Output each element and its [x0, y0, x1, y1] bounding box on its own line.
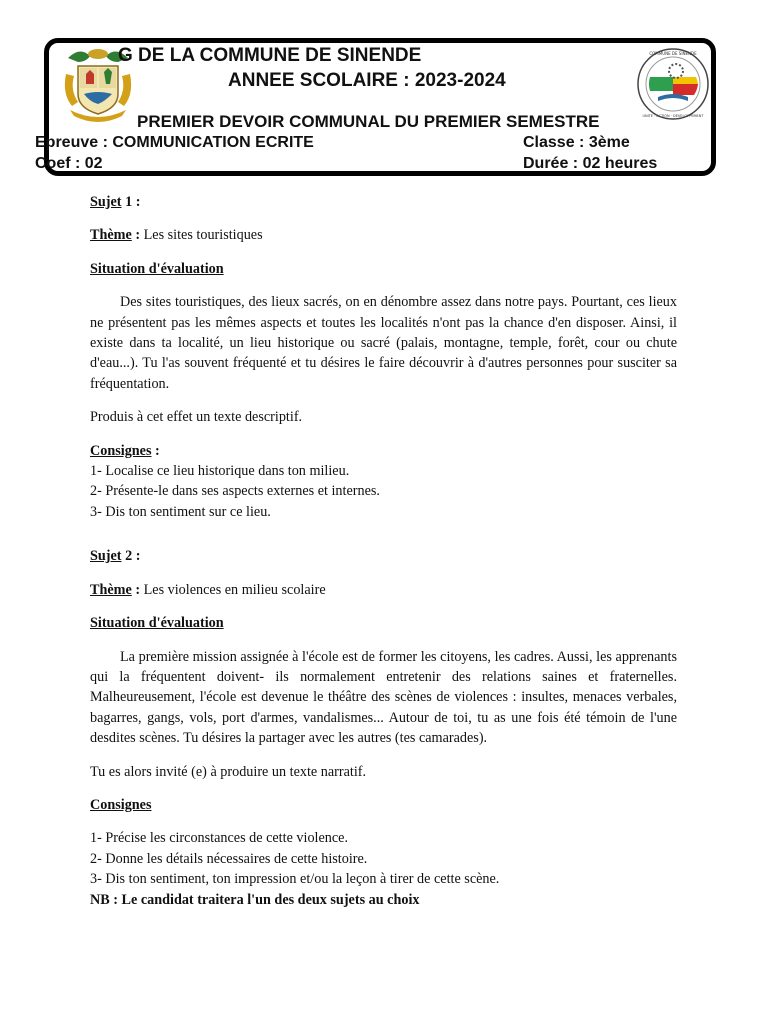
sujet1-label: Sujet	[90, 194, 122, 210]
sujet2-theme-label: Thème	[90, 581, 132, 598]
header-classe: Classe : 3ème	[523, 134, 630, 151]
sujet1-situation-label: Situation d'évaluation	[90, 260, 224, 277]
sujet1-situation-text: Des sites touristiques, des lieux sacrés, on en dénombre assez dans notre pays. Pourtant, ces lieux ne présentent pas les mêmes aspects et toutes les localités n'ont pas la chance d'en disposer. Ainsi, il existe dans ta localité, un lieu historique ou sacré (palais, montagne, temple, forêt, cour ou chute d'eau...). Tu l'as souvent fréquenté et tu désires le faire découvrir à d'autres personnes pour susciter sa fréquentation.	[90, 294, 677, 392]
sujet1-consignes-heading	[90, 441, 677, 461]
sujet2-consigne-1: 1- Précise les circonstances de cette violence.	[90, 830, 349, 847]
sujet2-consignes-label: Consignes	[90, 796, 152, 813]
sujet2-number: 2 :	[121, 548, 141, 565]
sujet2-theme-colon: :	[131, 581, 144, 598]
sujet2-situation-label: Situation d'évaluation	[90, 615, 224, 632]
commune-sinende-seal-logo	[636, 47, 710, 121]
sujet1-heading	[90, 192, 677, 212]
sujet2-task: Tu es alors invité (e) à produire un texte narratif.	[90, 763, 367, 780]
sujet1-consignes-label: Consignes	[90, 442, 152, 459]
sujet2-consigne-2: 2- Donne les détails nécessaires de cette histoire.	[90, 850, 368, 867]
svg-text:COMMUNE DE SINENDE: COMMUNE DE SINENDE	[649, 51, 697, 56]
sujet2-consignes-heading	[90, 795, 677, 815]
sujet1-consigne-2: 2- Présente-le dans ses aspects externes et internes.	[90, 483, 380, 500]
header-exam-title: PREMIER DEVOIR COMMUNAL DU PREMIER SEMESTRE	[137, 112, 600, 131]
sujet2-consigne-3: 3- Dis ton sentiment, ton impression et/ou la leçon à tirer de cette scène.	[90, 871, 500, 888]
sujet2-theme-text: Les violences en milieu scolaire	[143, 581, 326, 598]
sujet2-situation-text: La première mission assignée à l'école est de former les citoyens, les cadres. Aussi, les apprenants qui la fréquentent doivent- ils normalement entretenir des relations saines et fraternelles. Malheureusement, l'école est devenue le théâtre des scènes de violences : insultes, menaces verbales, bagarres, gangs, vols, port d'armes, vandalismes... Autour de toi, tu as une fois été témoin de l'une desdites scènes. Tu désires la partager avec les autres (tes camarades).	[90, 648, 677, 747]
sujet1-consigne-1: 1- Localise ce lieu historique dans ton milieu.	[90, 463, 350, 480]
sujet2-situation-heading	[90, 613, 677, 633]
sujet1-number: 1 :	[121, 194, 141, 210]
sujet1-situation-heading	[90, 259, 677, 279]
sujet1-theme-text: Les sites touristiques	[143, 227, 263, 244]
header-epreuve: Epreuve : COMMUNICATION ECRITE	[35, 134, 314, 151]
sujet1-theme-colon: :	[131, 227, 144, 244]
sujet1-consigne-3: 3- Dis ton sentiment sur ce lieu.	[90, 503, 271, 520]
header-coef: Coef : 02	[35, 155, 103, 172]
sujet1-consignes-colon: :	[151, 442, 160, 459]
sujet1-theme	[90, 225, 677, 245]
svg-text:UNITE · ACTION · DEVELOPPEMENT: UNITE · ACTION · DEVELOPPEMENT	[642, 114, 704, 118]
nb-note: NB : Le candidat traitera l'un des deux sujets au choix	[90, 891, 420, 908]
sujet2-theme	[90, 580, 677, 600]
header-school-year: ANNEE SCOLAIRE : 2023-2024	[228, 70, 506, 91]
sujet2-heading	[90, 546, 677, 566]
exam-content	[90, 192, 677, 910]
sujet2-label: Sujet	[90, 548, 122, 565]
sujet1-task: Produis à cet effet un texte descriptif.	[90, 409, 303, 426]
header-duree: Durée : 02 heures	[523, 155, 658, 172]
header-commune-title: G DE LA COMMUNE DE SINENDE	[118, 45, 422, 66]
sujet1-theme-label: Thème	[90, 227, 132, 244]
